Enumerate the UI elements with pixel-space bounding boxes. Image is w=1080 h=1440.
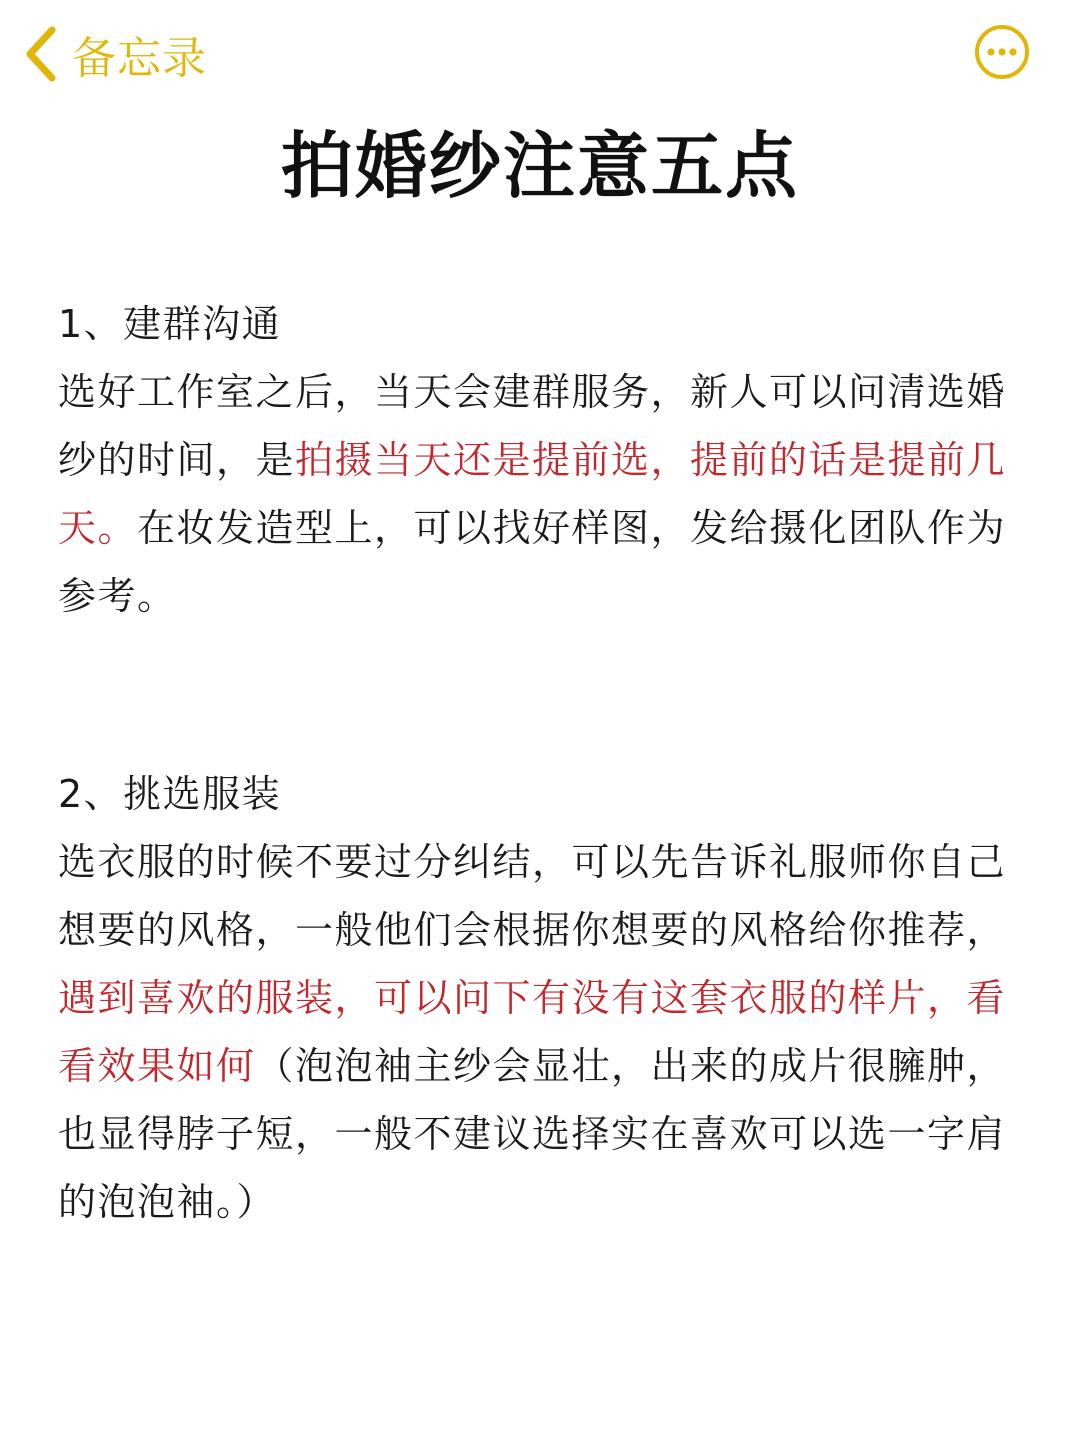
chevron-left-icon: [22, 24, 58, 84]
section-heading: 1、建群沟通: [58, 302, 282, 346]
section-heading: 2、挑选服装: [58, 772, 282, 816]
body-text: 在妆发造型上，可以找好样图，发给摄化团队作为参考。: [58, 506, 1007, 618]
back-label: 备忘录: [72, 33, 207, 84]
top-bar: [0, 0, 1080, 110]
body-text: 选好工作室之后，当天会建群服务，新人可以问清选婚纱的时间，是: [58, 370, 1007, 482]
highlighted-text: 拍摄当天还是提前选，提前的话是提前几天。: [58, 438, 1007, 550]
note-section-2: [58, 760, 1018, 1236]
more-button[interactable]: [974, 24, 1030, 80]
body-text: （泡泡袖主纱会显壮，出来的成片很臃肿，也显得脖子短，一般不建议选择实在喜欢可以选一字肩的泡泡袖。）: [58, 1044, 1007, 1224]
more-horizontal-circle-icon: [974, 24, 1030, 80]
note-section-1: [58, 290, 1018, 630]
body-text: 选衣服的时候不要过分纠结，可以先告诉礼服师你自己想要的风格，一般他们会根据你想要的风格给你推荐，: [58, 840, 1007, 952]
back-button[interactable]: [22, 22, 207, 86]
note-title: 拍婚纱注意五点: [280, 124, 799, 208]
highlighted-text: 遇到喜欢的服装，可以问下有没有这套衣服的样片，看看效果如何: [58, 976, 1007, 1088]
section-body: [58, 828, 1018, 1236]
section-body: [58, 358, 1018, 630]
